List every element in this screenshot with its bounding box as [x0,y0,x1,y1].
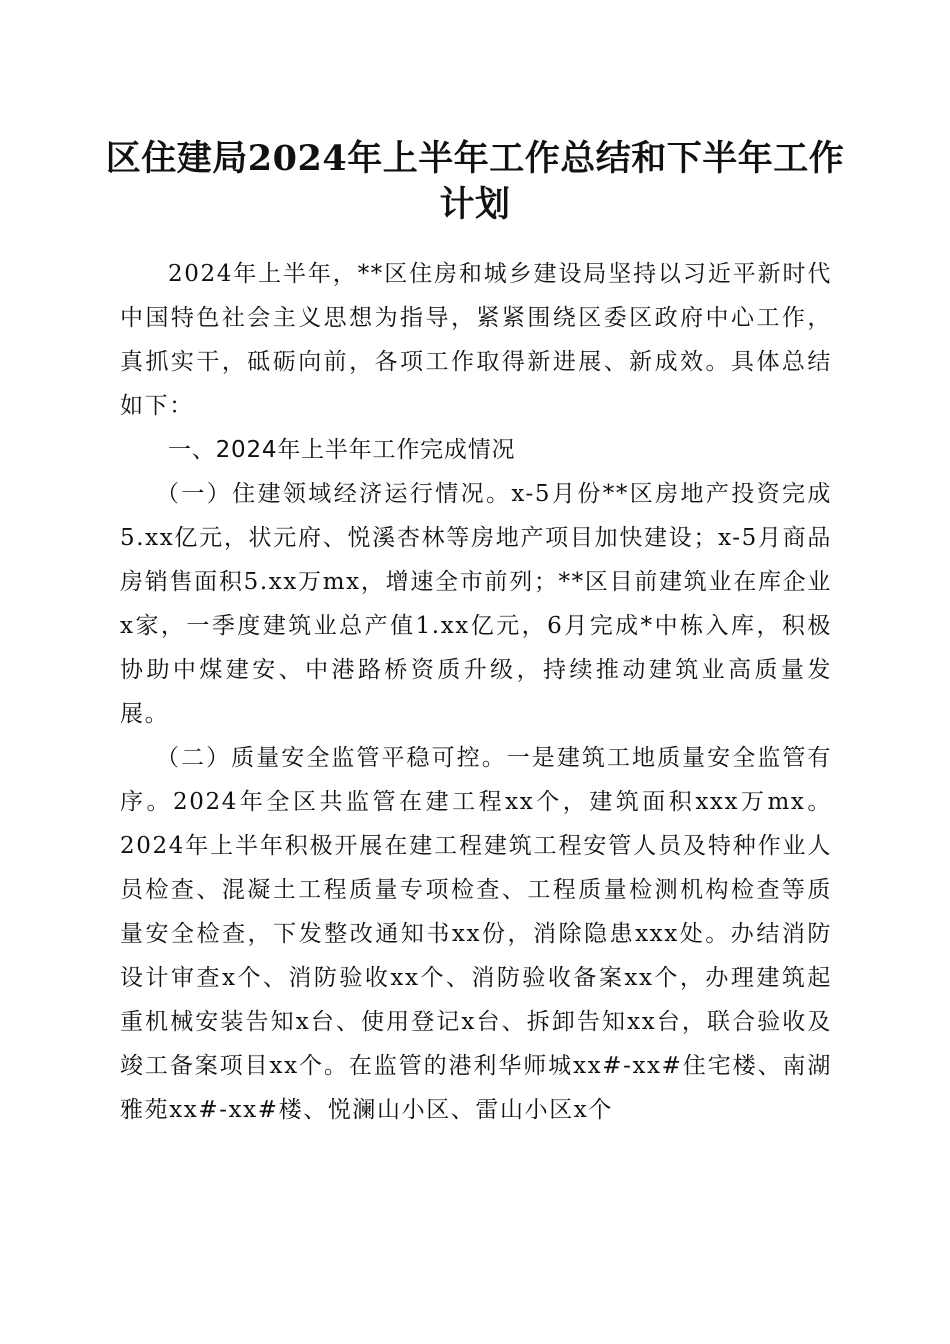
subsection-paragraph-2: （二）质量安全监管平稳可控。一是建筑工地质量安全监管有序。2024年全区共监管在建工程xx个，建筑面积xxx万mx。2024年上半年积极开展在建工程建筑工程安管人员及特种作业人员检查、混凝土工程质量专项检查、工程质量检测机构检查等质量安全检查，下发整改通知书xx份，消除隐患xxx处。办结消防设计审查x个、消防验收xx个、消防验收备案xx个，办理建筑起重机械安装告知x台、使用登记x台、拆卸告知xx台，联合验收及竣工备案项目xx个。在监管的港利华师城xx#-xx#住宅楼、南湖雅苑xx#-xx#楼、悦澜山小区、雷山小区x个 [120,745,832,1123]
document-title: 区住建局2024年上半年工作总结和下半年工作计划 [105,138,845,225]
intro-paragraph: 2024年上半年，**区住房和城乡建设局坚持以习近平新时代中国特色社会主义思想为指导，紧紧围绕区委区政府中心工作，真抓实干，砥砺向前，各项工作取得新进展、新成效。具体总结如下： [120,261,832,419]
section-heading: 一、2024年上半年工作完成情况 [168,437,516,463]
document-body [120,252,832,1132]
subsection-paragraph-1: （一）住建领域经济运行情况。x-5月份**区房地产投资完成5.xx亿元，状元府、悦溪杏林等房地产项目加快建设；x-5月商品房销售面积5.xx万mx，增速全市前列；**区目前建筑业在库企业x家，一季度建筑业总产值1.xx亿元，6月完成*中栋入库，积极协助中煤建安、中港路桥资质升级，持续推动建筑业高质量发展。 [120,481,832,727]
